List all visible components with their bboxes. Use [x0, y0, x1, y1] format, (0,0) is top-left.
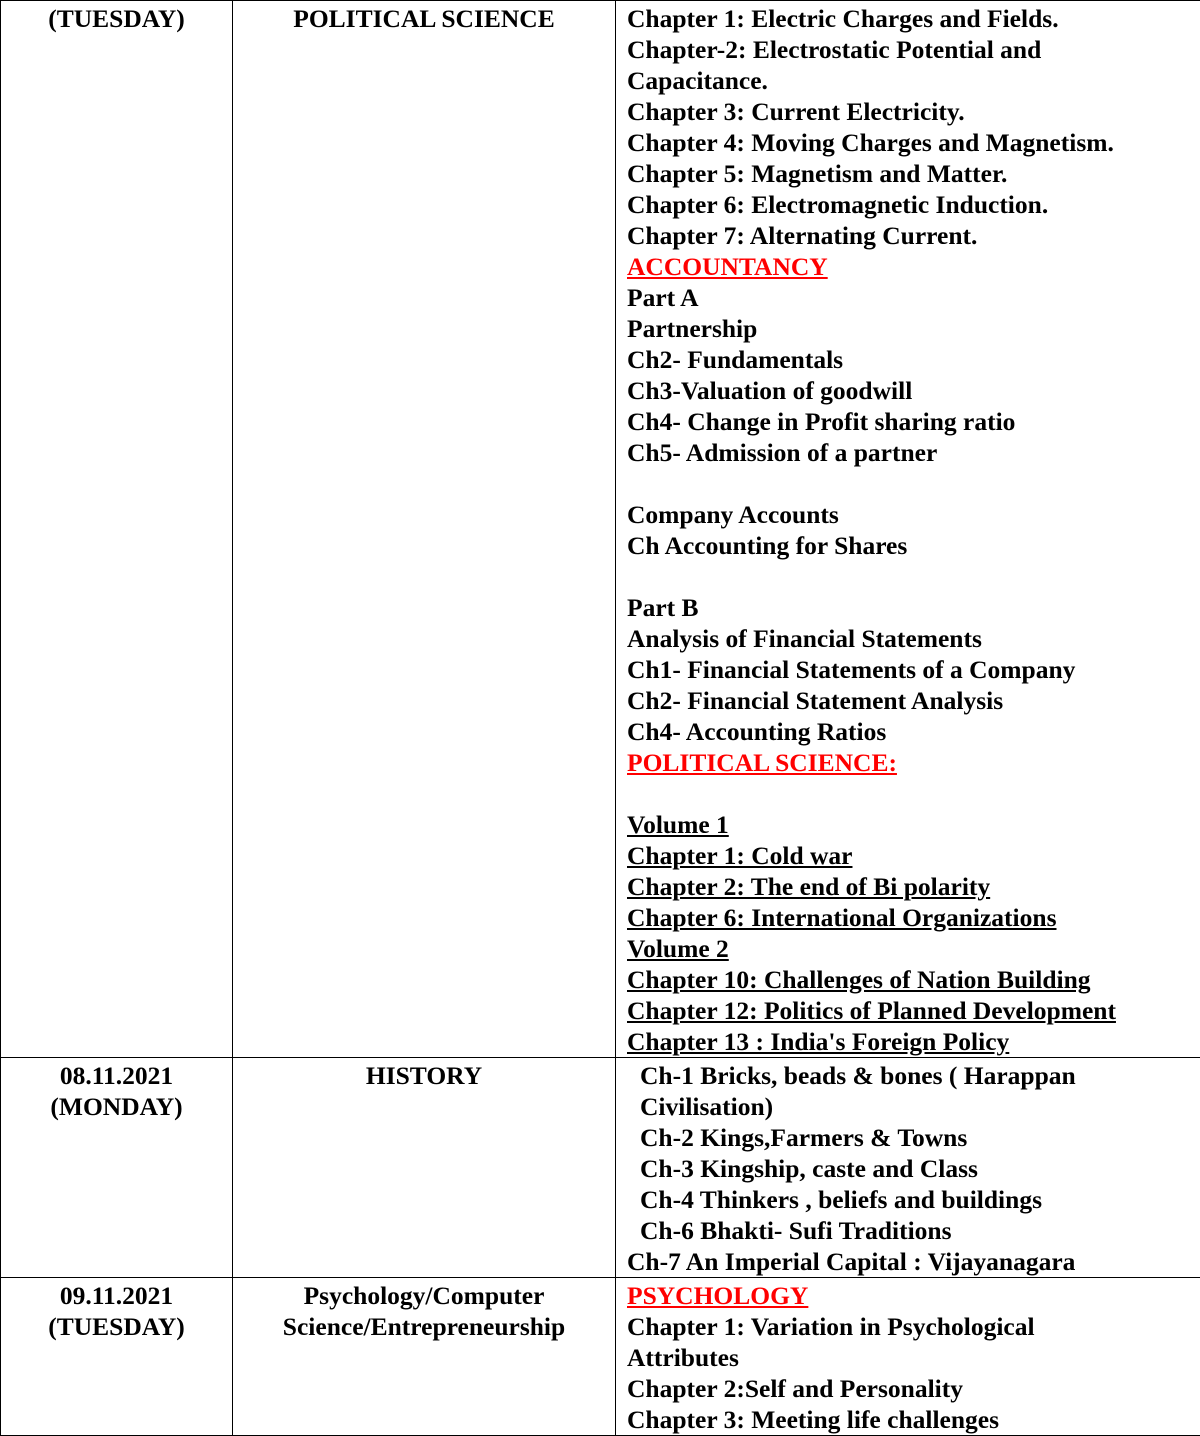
day-label: (TUESDAY) [1, 1311, 232, 1342]
syllabus-line: Ch2- Fundamentals [627, 344, 1200, 375]
syllabus-line: Company Accounts [627, 499, 1200, 530]
syllabus-line: Chapter 6: Electromagnetic Induction. [627, 189, 1200, 220]
syllabus-line: Chapter 5: Magnetism and Matter. [627, 158, 1200, 189]
syllabus-line: Chapter 6: International Organizations [627, 903, 1057, 932]
blank-line [627, 468, 1200, 499]
table-row [1, 1, 1200, 1058]
subject-label: Science/Entrepreneurship [233, 1311, 615, 1342]
subject-cell [233, 1058, 616, 1278]
day-label: (TUESDAY) [1, 3, 232, 34]
syllabus-line: Chapter 3: Current Electricity. [627, 96, 1200, 127]
psychology-heading: PSYCHOLOGY [627, 1281, 808, 1310]
syllabus-line: Chapter 3: Meeting life challenges [627, 1404, 1200, 1435]
table-row [1, 1278, 1200, 1436]
syllabus-line: Attributes [627, 1342, 1200, 1373]
subject-label: Psychology/Computer [233, 1280, 615, 1311]
syllabus-line: Ch-7 An Imperial Capital : Vijayanagara [627, 1246, 1200, 1277]
syllabus-line: Chapter 10: Challenges of Nation Building [627, 965, 1091, 994]
syllabus-line: Ch5- Admission of a partner [627, 437, 1200, 468]
date-cell [1, 1058, 233, 1278]
day-label: (MONDAY) [1, 1091, 232, 1122]
subject-label: POLITICAL SCIENCE [233, 3, 615, 34]
subject-cell [233, 1, 616, 1058]
syllabus-line: Capacitance. [627, 65, 1200, 96]
syllabus-line: Chapter-2: Electrostatic Potential and [627, 34, 1200, 65]
syllabus-line: Volume 2 [627, 934, 729, 963]
syllabus-cell [616, 1058, 1200, 1278]
syllabus-line: Ch3-Valuation of goodwill [627, 375, 1200, 406]
syllabus-line: Ch-6 Bhakti- Sufi Traditions [627, 1215, 1200, 1246]
blank-line [627, 561, 1200, 592]
syllabus-line: Chapter 7: Alternating Current. [627, 220, 1200, 251]
syllabus-line: Ch-3 Kingship, caste and Class [627, 1153, 1200, 1184]
syllabus-line: Chapter 1: Cold war [627, 841, 852, 870]
syllabus-line: Partnership [627, 313, 1200, 344]
syllabus-line: Ch-4 Thinkers , beliefs and buildings [627, 1184, 1200, 1215]
date-cell [1, 1, 233, 1058]
syllabus-line: Ch-2 Kings,Farmers & Towns [627, 1122, 1200, 1153]
syllabus-cell [616, 1278, 1200, 1436]
subject-cell [233, 1278, 616, 1436]
syllabus-line: Analysis of Financial Statements [627, 623, 1200, 654]
syllabus-line: Chapter 1: Variation in Psychological [627, 1311, 1200, 1342]
date-label: 08.11.2021 [1, 1060, 232, 1091]
syllabus-line: Chapter 13 : India's Foreign Policy [627, 1027, 1009, 1056]
accountancy-heading: ACCOUNTANCY [627, 252, 828, 281]
political-science-heading: POLITICAL SCIENCE: [627, 748, 897, 777]
blank-line [627, 778, 1200, 809]
date-label: 09.11.2021 [1, 1280, 232, 1311]
syllabus-line: Part B [627, 592, 1200, 623]
syllabus-line: Ch4- Accounting Ratios [627, 716, 1200, 747]
syllabus-cell [616, 1, 1200, 1058]
syllabus-line: Ch2- Financial Statement Analysis [627, 685, 1200, 716]
syllabus-line: Chapter 4: Moving Charges and Magnetism. [627, 127, 1200, 158]
subject-label: HISTORY [233, 1060, 615, 1091]
table-row [1, 1058, 1200, 1278]
date-cell [1, 1278, 233, 1436]
syllabus-line: Volume 1 [627, 810, 729, 839]
syllabus-line: Ch Accounting for Shares [627, 530, 1200, 561]
syllabus-line: Civilisation) [627, 1091, 1200, 1122]
syllabus-line: Chapter 2: The end of Bi polarity [627, 872, 990, 901]
syllabus-line: Part A [627, 282, 1200, 313]
syllabus-line: Ch4- Change in Profit sharing ratio [627, 406, 1200, 437]
syllabus-line: Chapter 2:Self and Personality [627, 1373, 1200, 1404]
syllabus-line: Ch1- Financial Statements of a Company [627, 654, 1200, 685]
syllabus-line: Chapter 12: Politics of Planned Development [627, 996, 1116, 1025]
syllabus-line: Ch-1 Bricks, beads & bones ( Harappan [627, 1060, 1200, 1091]
syllabus-line: Chapter 1: Electric Charges and Fields. [627, 3, 1200, 34]
